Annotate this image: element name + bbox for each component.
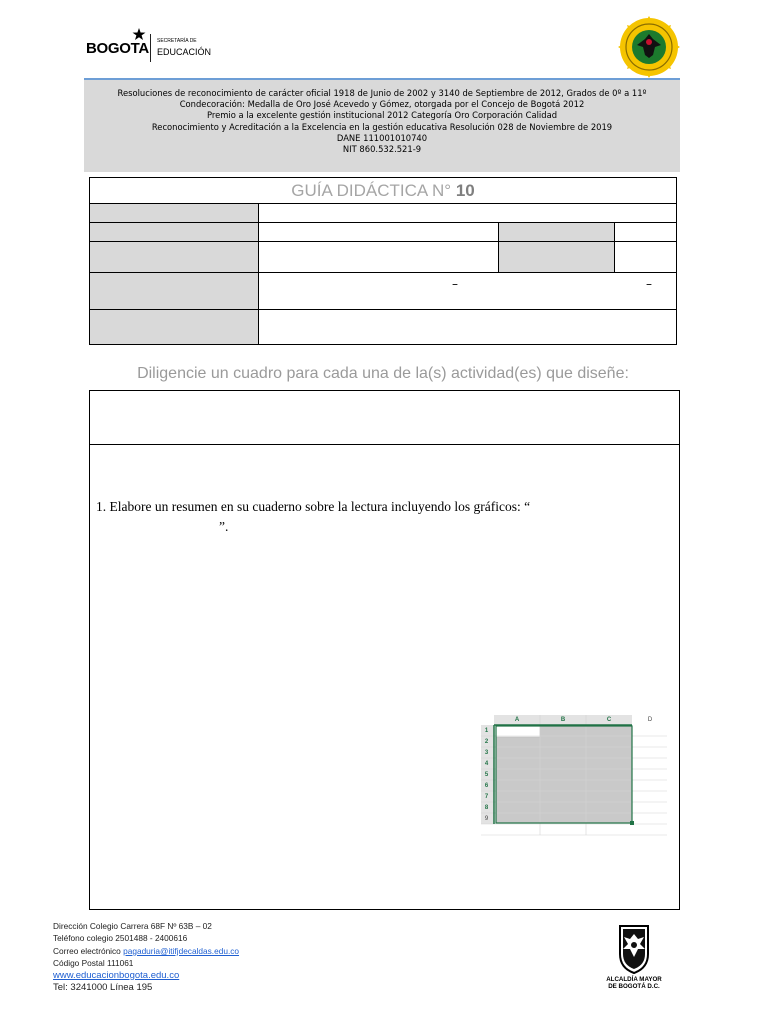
footer-website-link[interactable]: www.educacionbogota.edu.co: [53, 969, 180, 981]
resolution-line: DANE 111001010740: [336, 132, 428, 143]
footer-email-row: [53, 945, 239, 957]
date-dash: –: [452, 277, 458, 291]
resolution-line: Reconocimiento y Acreditación a la Excelencia en la gestión educativa Resolución 028 de Noviembre de 2019: [151, 121, 613, 132]
guide-table: [89, 177, 677, 345]
footer-email-label: Correo electrónico: [53, 945, 121, 956]
table-rule: [614, 222, 615, 272]
label-cell: [90, 242, 258, 272]
resolution-block: [84, 80, 680, 172]
table-rule: [90, 241, 676, 242]
coat-of-arms-icon: [617, 924, 651, 974]
date-dash: –: [646, 277, 652, 291]
resolution-line: Resoluciones de reconocimiento de carácter oficial 1918 de Junio de 2002 y 3140 de Septiembre de 2012, Grados de 0º a 11º: [117, 88, 647, 98]
row-header: 7: [484, 794, 489, 800]
footer-info: [53, 920, 239, 994]
label-cell: [499, 223, 614, 241]
guide-title: [90, 178, 676, 204]
logo-divider: [150, 34, 151, 62]
table-rule: [90, 309, 676, 310]
row-header: 1: [484, 728, 489, 734]
label-cell: [90, 204, 258, 222]
alcaldia-logo: [598, 924, 670, 990]
row-header: 4: [484, 761, 489, 767]
row-header: 8: [484, 805, 489, 811]
column-header: A: [514, 717, 520, 723]
row-header: 3: [484, 750, 489, 756]
column-header: B: [560, 717, 566, 723]
table-rule: [90, 272, 676, 273]
spreadsheet-grid: [481, 715, 667, 837]
table-rule: [258, 203, 259, 344]
column-header: D: [647, 717, 653, 723]
footer-email-link[interactable]: pagaduria@itifjdecaldas.edu.co: [123, 945, 240, 956]
label-cell: [90, 273, 258, 309]
star-icon: [132, 28, 146, 40]
brand-educacion: EDUCACIÓN: [157, 47, 212, 57]
alcaldia-line: ALCALDÍA MAYOR: [606, 976, 662, 983]
brand-word: BOGOTA: [86, 40, 149, 57]
table-rule: [90, 203, 676, 204]
guide-title-prefix: GUÍA DIDÁCTICA N°: [291, 181, 452, 200]
column-header: C: [606, 717, 612, 723]
activity-header-box: [89, 390, 680, 445]
row-header: 5: [484, 772, 489, 778]
spreadsheet-snippet: [481, 715, 667, 837]
bogota-education-logo: [86, 28, 226, 64]
table-rule: [498, 222, 499, 272]
row-header: 6: [484, 783, 489, 789]
row-header: 2: [484, 739, 489, 745]
row-header: 9: [484, 816, 489, 822]
guide-number: 10: [455, 181, 475, 200]
footer-address: Dirección Colegio Carrera 68F Nº 63B – 02: [53, 921, 212, 931]
resolution-line: Condecoración: Medalla de Oro José Acevedo y Gómez, otorgada por el Concejo de Bogotá 2012: [179, 99, 585, 110]
activity-item-close: ”.: [219, 519, 229, 534]
label-cell: [90, 310, 258, 344]
activity-instruction: Diligencie un cuadro para cada una de la(s) actividad(es) que diseñe:: [137, 365, 629, 382]
footer-phone: Teléfono colegio 2501488 - 2400616: [53, 933, 188, 944]
label-cell: [499, 242, 614, 272]
footer-tel: Tel: 3241000 Línea 195: [53, 982, 153, 994]
activity-item: 1. Elabore un resumen en su cuaderno sobre la lectura incluyendo los gráficos: “: [96, 499, 531, 514]
brand-secretaria: SECRETARÍA DE: [157, 38, 197, 44]
footer-postal: Código Postal 111061: [53, 958, 134, 969]
school-crest-icon: [618, 16, 680, 78]
resolution-line: Premio a la excelente gestión institucional 2012 Categoría Oro Corporación Calidad: [206, 110, 558, 121]
table-rule: [90, 222, 676, 223]
label-cell: [90, 223, 258, 241]
alcaldia-line: DE BOGOTÁ D.C.: [608, 983, 660, 990]
resolution-line: NIT 860.532.521-9: [342, 144, 422, 155]
